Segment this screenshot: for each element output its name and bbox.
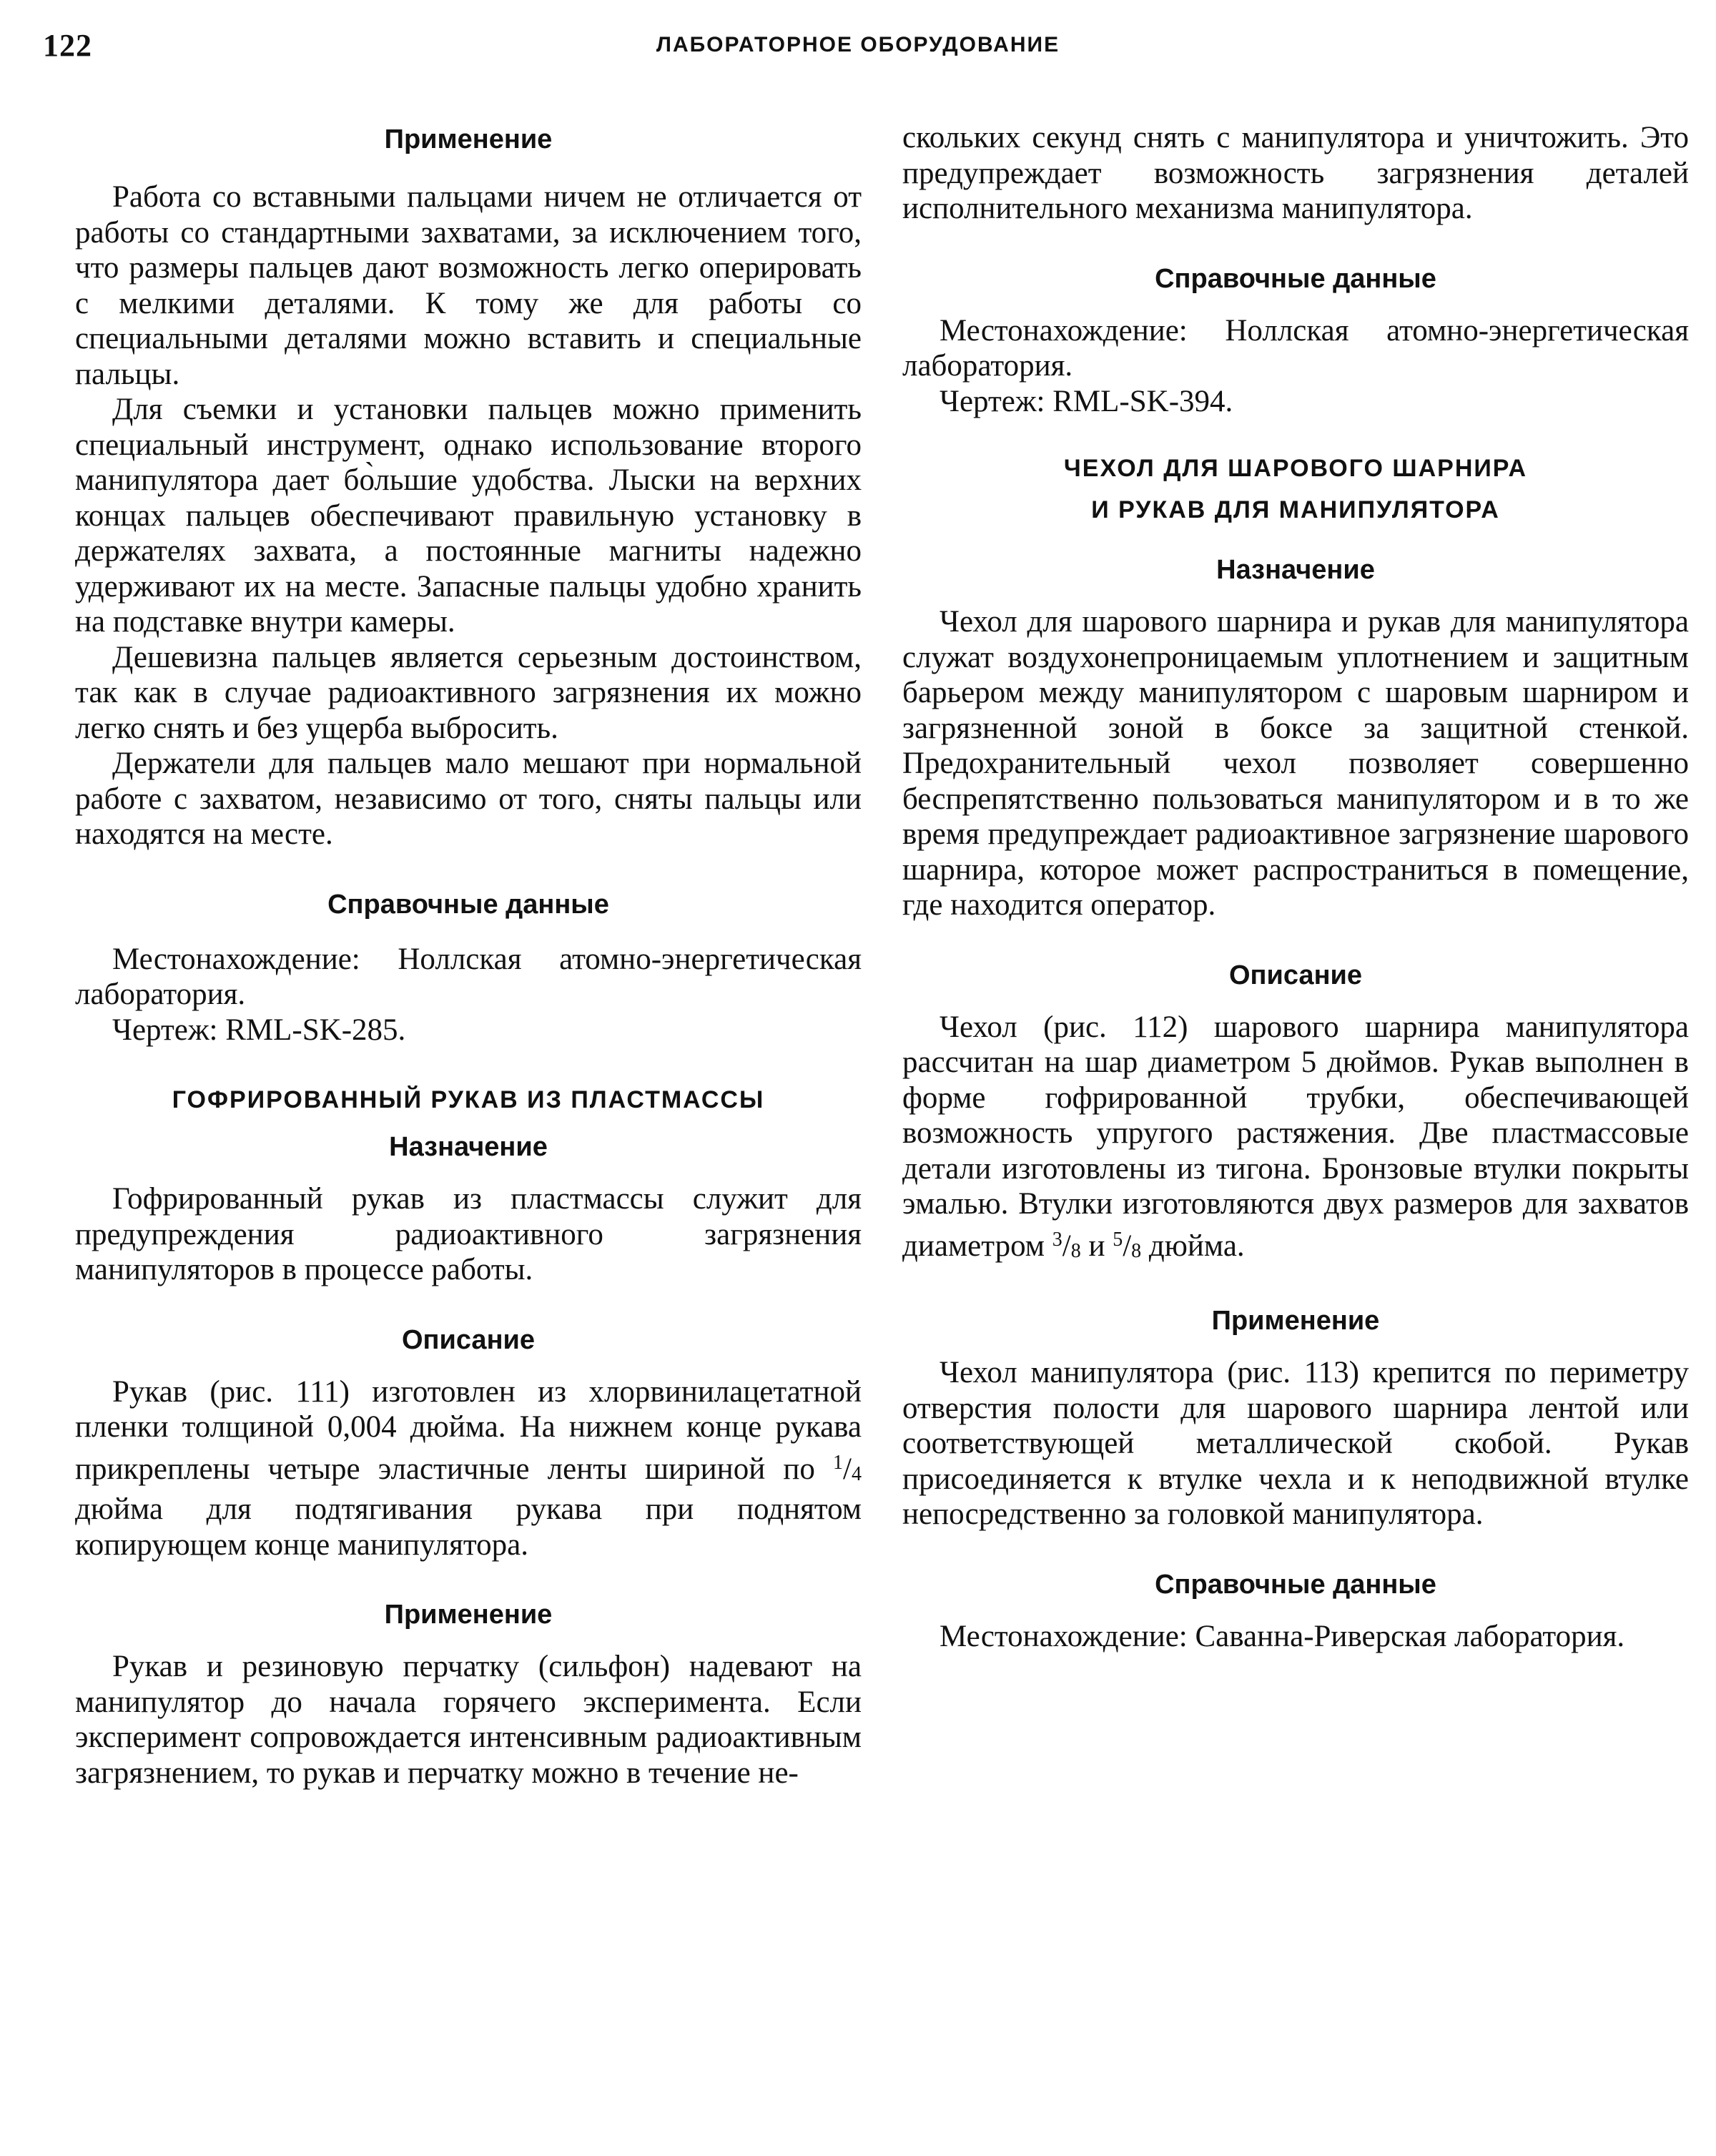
paragraph: Работа со вставными пальцами ничем не отличается от работы со стандартными захватами, за исключением того, что размеры пальцев дают возможность легко оперировать с мелкими деталями. К тому же для работы со специальными деталями можно вставить и специальные пальцы.	[75, 180, 862, 391]
reference-drawing: Чертеж: RML-SK-285.	[112, 1013, 406, 1047]
reference-location: Местонахождение: Ноллская атомно-энергетическая лаборатория.	[902, 313, 1689, 383]
section-title-line-1: ЧЕХОЛ ДЛЯ ШАРОВОГО ШАРНИРА	[1063, 455, 1528, 482]
paragraph: Рукав и резиновую перчатку (сильфон) надевают на манипулятор до начала горячего эксперимента. Если эксперимент сопровождается интенсивным радиоактивным загрязнением, то рукав и перчатку можно в течение не-	[75, 1650, 862, 1790]
reference-location: Местонахождение: Саванна-Риверская лаборатория.	[940, 1619, 1625, 1653]
page-number: 122	[43, 28, 92, 63]
paragraph-description: Чехол (рис. 112) шарового шарнира манипулятора рассчитан на шар диаметром 5 дюймов. Рукав выполнен в форме гофрированной трубки, обеспечивающей возможность упругого растяжения. Две пластмассовые детали изготовлены из тигона. Бронзовые втулки покрыты эмалью. Втулки изготовляются двух размеров для захватов диаметром $^3$/8 и $^5$/8 дюйма.	[902, 1010, 1689, 1263]
section-title: ГОФРИРОВАННЫЙ РУКАВ ИЗ ПЛАСТМАССЫ	[172, 1086, 765, 1113]
heading-reference-2: Справочные данные	[1155, 1569, 1436, 1600]
heading-application: Применение	[1211, 1306, 1380, 1336]
paragraph: Гофрированный рукав из пластмассы служит для предупреждения радиоактивного загрязнения манипуляторов в процессе работы.	[75, 1182, 862, 1286]
heading-reference: Справочные данные	[327, 889, 609, 920]
heading-description: Описание	[401, 1324, 536, 1355]
right-column	[902, 120, 1689, 1654]
left-column	[75, 107, 862, 1791]
paragraph-continued: скольких секунд снять с манипулятора и уничтожить. Это предупреждает возможность загрязнения деталей исполнительного механизма манипулятора.	[902, 121, 1689, 225]
section-title-line-2: И РУКАВ ДЛЯ МАНИПУЛЯТОРА	[1091, 496, 1500, 523]
paragraph: Держатели для пальцев мало мешают при нормальной работе с захватом, независимо от того, сняты пальцы или находятся на месте.	[75, 747, 862, 851]
reference-location: Местонахождение: Ноллская атомно-энергетическая лаборатория.	[75, 942, 862, 1011]
heading-reference: Справочные данные	[1155, 263, 1436, 294]
heading-description: Описание	[1228, 960, 1363, 990]
paragraph: Чехол манипулятора (рис. 113) крепится по периметру отверстия полости для шарового шарнира лентой или соответствующей металлической скобой. Рукав присоединяется к втулке чехла и к неподвижной втулке непосредственно за головкой манипулятора.	[902, 1356, 1689, 1531]
paragraph-description: Рукав (рис. 111) изготовлен из хлорвинилацетатной пленки толщиной 0,004 дюйма. На нижнем конце рукава прикреплены четыре эластичные ленты шириной по $^1$/4 дюйма для подтягивания рукава при поднятом копирующем конце манипулятора.	[75, 1374, 862, 1562]
heading-purpose: Назначение	[1216, 555, 1375, 585]
heading-application: Применение	[384, 124, 553, 154]
paragraph: Чехол для шарового шарнира и рукав для манипулятора служат воздухонепроницаемым уплотнением и защитным барьером между манипулятором с шаровым шарниром и загрязненной зоной в боксе за защитной стенкой. Предохранительный чехол позволяет совершенно беспрепятственно пользоваться манипулятором и в то же время предупреждает радиоактивное загрязнение шарового шарнира, которое может распространиться в помещение, где находится оператор.	[902, 605, 1689, 922]
heading-purpose: Назначение	[389, 1132, 548, 1162]
reference-drawing: Чертеж: RML-SK-394.	[940, 384, 1233, 418]
running-title: ЛАБОРАТОРНОЕ ОБОРУДОВАНИЕ	[656, 33, 1060, 56]
paragraph: Дешевизна пальцев является серьезным достоинством, так как в случае радиоактивного загрязнения их можно легко снять и без ущерба выбросить.	[75, 640, 862, 745]
paragraph: Для съемки и установки пальцев можно применить специальный инструмент, однако использование второго манипулятора дает бо̀льшие удобства. Лыски на верхних концах пальцев обеспечивают правильную установку в держателях захвата, а постоянные магниты надежно удерживают их на месте. Запасные пальцы удобно хранить на подставке внутри камеры.	[75, 393, 862, 639]
heading-application-2: Применение	[384, 1600, 553, 1630]
